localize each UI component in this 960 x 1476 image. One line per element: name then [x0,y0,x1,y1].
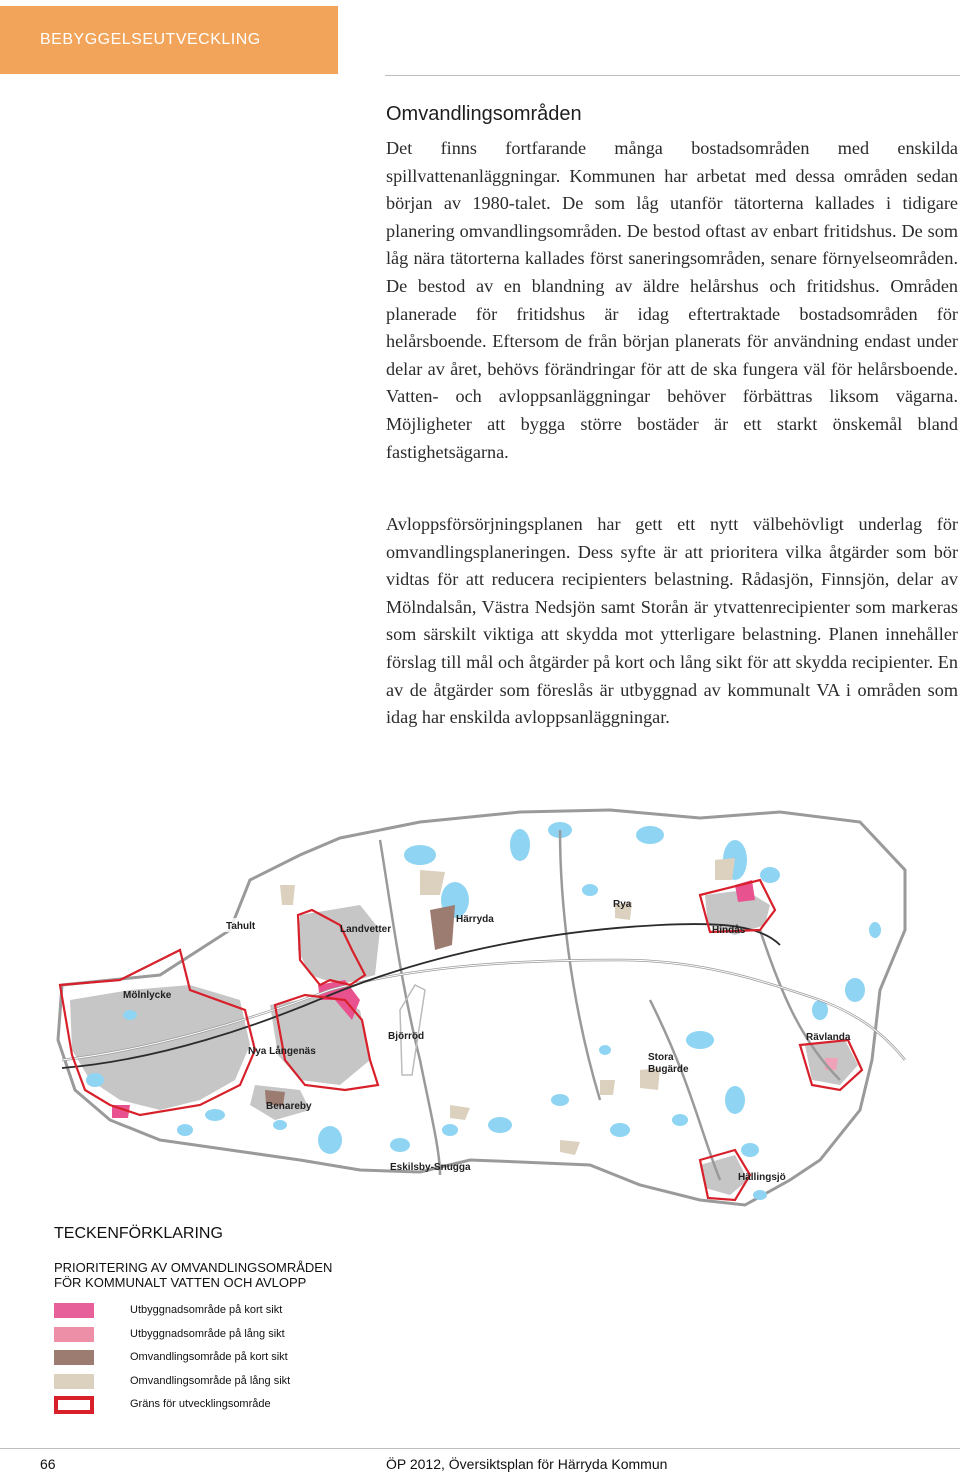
place-label-nya-langenas: Nya Långenäs [248,1046,316,1057]
legend-label: Omvandlingsområde på kort sikt [130,1351,288,1363]
legend-subtitle-line-1: PRIORITERING AV OMVANDLINGSOMRÅDEN [54,1260,333,1275]
place-label-rya: Rya [613,899,632,910]
legend-label: Omvandlingsområde på lång sikt [130,1374,291,1387]
legend-swatch [54,1374,94,1389]
article-paragraph-2: Avloppsförsörjningsplanen har gett ett nytt välbehövligt underlag för omvandlingsplaneringen. Dess syfte är att prioritera vilka åtgärder som bör vidtas för att reducera recipienters belastning. Rådasjön, Finnsjön, delar av Mölndalsån, Västra Nedsjön samt Storån är ytvattenrecipienter som markeras som särskilt viktiga att skydda mot ytterligare belastning. Planen innehåller förslag till mål och åtgärder på kort och lång sikt för att skydda recipienter. En av de åtgärder som föreslås är utbyggnad av kommunalt VA i områden som idag har enskilda avloppsanläggningar. [386,514,958,728]
place-label-benareby: Benareby [266,1101,312,1112]
place-label-bjorrod: Björröd [388,1031,425,1042]
legend-label: Utbyggnadsområde på lång sikt [130,1327,285,1340]
page-number: 66 [40,1456,56,1472]
section-tag: BEBYGGELSEUTVECKLING [0,6,338,74]
legend-subtitle [54,1260,332,1290]
legend-swatch-outline [54,1396,94,1414]
place-label-hallingsjo: Hällingsjö [738,1172,786,1183]
place-label-landvetter: Landvetter [340,924,392,935]
place-label-hindas: Hindås [712,925,746,936]
legend-swatch [54,1350,94,1365]
publication-title: ÖP 2012, Översiktsplan för Härryda Kommun [386,1456,668,1472]
legend-subtitle-line-2: FÖR KOMMUNALT VATTEN OCH AVLOPP [54,1275,307,1290]
place-label-eskilsby-snugga: Eskilsby-Snugga [390,1162,471,1173]
legend-swatch [54,1327,94,1342]
legend-label: Utbyggnadsområde på kort sikt [130,1304,283,1316]
article-heading: Omvandlingsområden [386,103,582,125]
place-label-stora: Stora [648,1052,674,1063]
footer-divider [0,1448,960,1449]
legend-swatch [54,1303,94,1318]
legend-label: Gräns för utvecklingsområde [130,1398,271,1410]
article-paragraph-1: Det finns fortfarande många bostadsområden med enskilda spillvattenanläggningar. Kommunen har arbetat med dessa områden sedan början av 1980-talet. De som låg utanför tätorterna kallades i tidigare planering omvandlingsområden. De bestod oftast av enbart fritidshus. De som låg nära tätorterna kallades först saneringsområden, senare förnyelseområden. De bestod av en blandning av äldre helårshus och fritidshus. Områden planerade för fritidshus är idag eftertraktade bostadsområden för helårsboende. Eftersom de från början planerats för användning endast under delar av året, behövs förändringar för att de ska fungera väl för helårsboende. Vatten- och avloppsanläggningar behöver förbättras liksom vägarna. Möjligheter att bygga större bostäder är ett starkt önskemål bland fastighetsägarna. [386,138,958,462]
place-label-harryda: Härryda [456,914,494,925]
place-label-ravlanda: Rävlanda [806,1032,851,1043]
place-label-tahult: Tahult [226,921,256,932]
place-label-bugarde: Bugärde [648,1064,689,1075]
place-label-molnlycke: Mölnlycke [123,990,172,1001]
header-divider [385,75,960,76]
legend-title: TECKENFÖRKLARING [54,1225,223,1242]
